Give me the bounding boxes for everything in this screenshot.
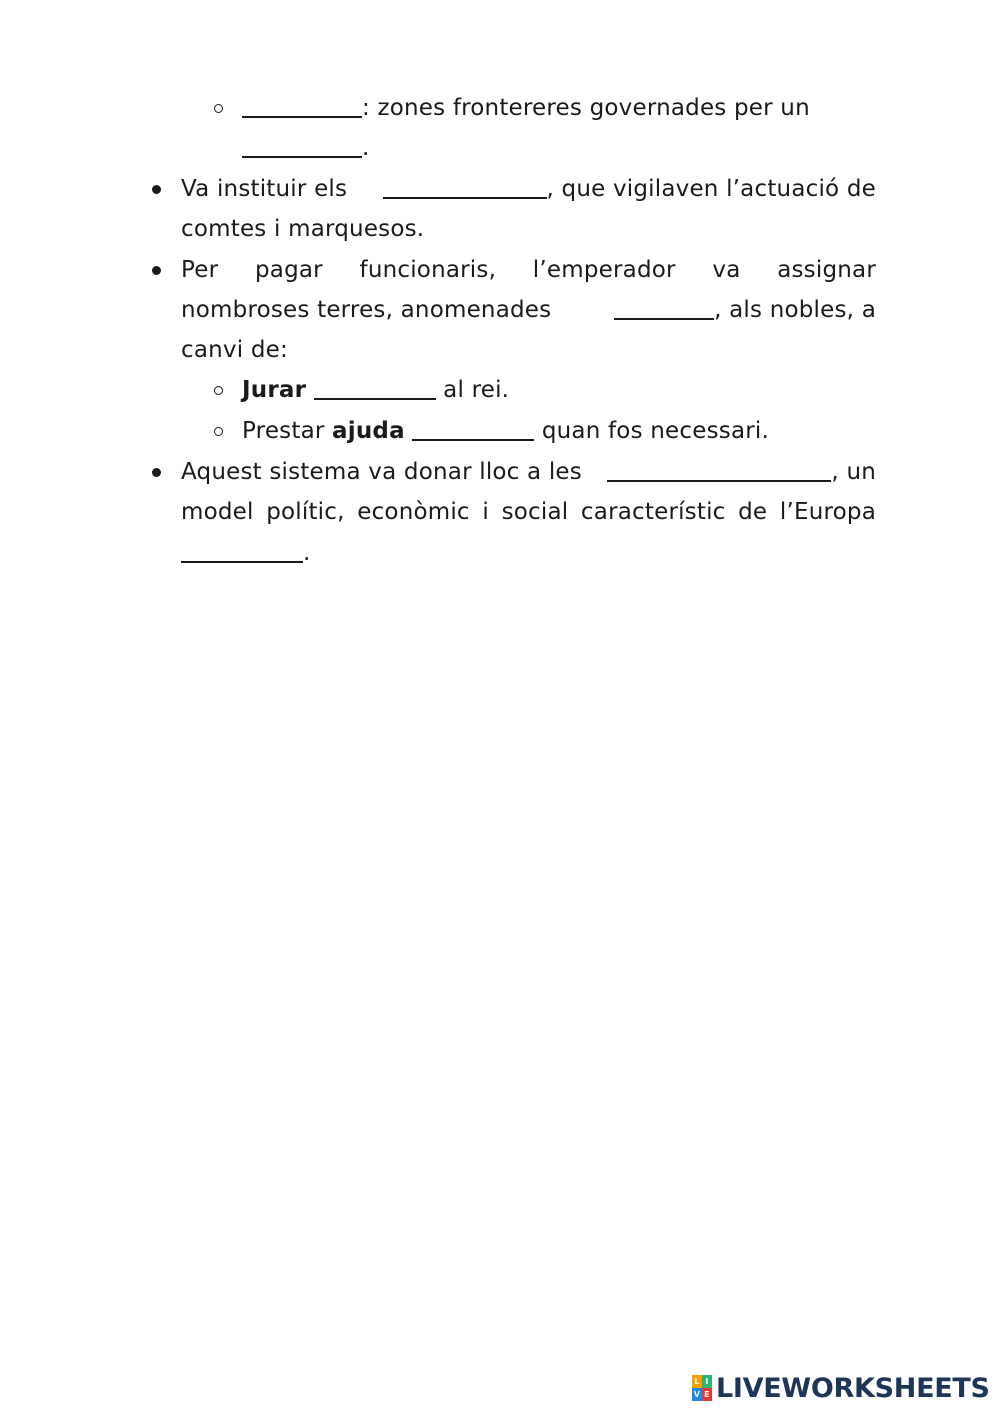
- sub-end: .: [362, 135, 370, 161]
- word: pagar: [254, 257, 323, 283]
- list-item-feus: [0, 250, 999, 290]
- item-line3: canvi de:: [181, 337, 288, 363]
- logo-mark-letter: E: [702, 1388, 712, 1401]
- word: va: [712, 257, 741, 283]
- bullet-icon: [152, 266, 161, 275]
- sub-item-jurar: [0, 370, 999, 410]
- sub-item-prestar: [0, 411, 999, 451]
- item-end: , als nobles, a: [714, 297, 876, 323]
- hollow-bullet-icon: [214, 427, 223, 436]
- list-item-sistema-line3: [0, 533, 999, 573]
- answer-blank-8[interactable]: [181, 535, 303, 563]
- item-start: nombroses terres, anomenades: [181, 297, 552, 323]
- list-item-missi-dominici: [0, 169, 999, 209]
- sub-start: Prestar: [242, 418, 325, 444]
- item-line: [181, 169, 876, 209]
- answer-blank-7[interactable]: [607, 454, 831, 482]
- answer-blank-6[interactable]: [412, 413, 534, 441]
- logo-text: LIVEWORKSHEETS: [716, 1372, 990, 1404]
- sub-item-line: [242, 88, 876, 128]
- answer-blank-2[interactable]: [242, 130, 362, 158]
- bullet-icon: [152, 468, 161, 477]
- item-end: .: [303, 540, 311, 566]
- item-line2: [181, 290, 876, 330]
- hollow-bullet-icon: [214, 386, 223, 395]
- answer-blank-3[interactable]: [383, 171, 547, 199]
- sub-item-marques: [0, 88, 999, 128]
- item-mid: , que vigilaven l’actuació de: [546, 176, 876, 202]
- list-item-feus-line2: [0, 290, 999, 330]
- logo-mark-letter: L: [692, 1375, 702, 1388]
- sub-end: quan fos necessari.: [541, 418, 770, 444]
- sub-end: al rei.: [443, 377, 510, 403]
- word: assignar: [777, 257, 876, 283]
- logo-mark-letter: I: [702, 1375, 712, 1388]
- word: Per: [181, 257, 219, 283]
- item-mid: , un: [831, 459, 876, 485]
- item-start: Va instituir els: [181, 176, 348, 202]
- sub-text: : zones frontereres governades per un: [362, 95, 810, 121]
- bold-word: ajuda: [332, 418, 405, 444]
- item-start: Aquest sistema va donar lloc a les: [181, 459, 582, 485]
- item-line2: comtes i marquesos.: [181, 216, 425, 242]
- word: l’emperador: [532, 257, 676, 283]
- word: funcionaris,: [359, 257, 497, 283]
- list-item-sistema: [0, 452, 999, 492]
- item-line2: model polític, econòmic i social característic de l’Europa: [181, 499, 876, 525]
- item-line: [181, 452, 876, 492]
- bullet-icon: [152, 185, 161, 194]
- logo-mark-letter: V: [693, 1390, 701, 1399]
- answer-blank-1[interactable]: [242, 90, 362, 118]
- answer-blank-5[interactable]: [314, 372, 436, 400]
- list-item-sistema-line2: [0, 492, 999, 532]
- item-line: [181, 250, 876, 290]
- bold-word: Jurar: [242, 377, 307, 403]
- list-item-missi-line2: [0, 209, 999, 249]
- liveworksheets-logo: [692, 1370, 990, 1406]
- logo-mark-icon: [692, 1375, 712, 1401]
- answer-blank-4[interactable]: [614, 292, 714, 320]
- list-item-feus-line3: [0, 330, 999, 370]
- sub-item-marques-line2: [0, 128, 999, 168]
- hollow-bullet-icon: [214, 104, 223, 113]
